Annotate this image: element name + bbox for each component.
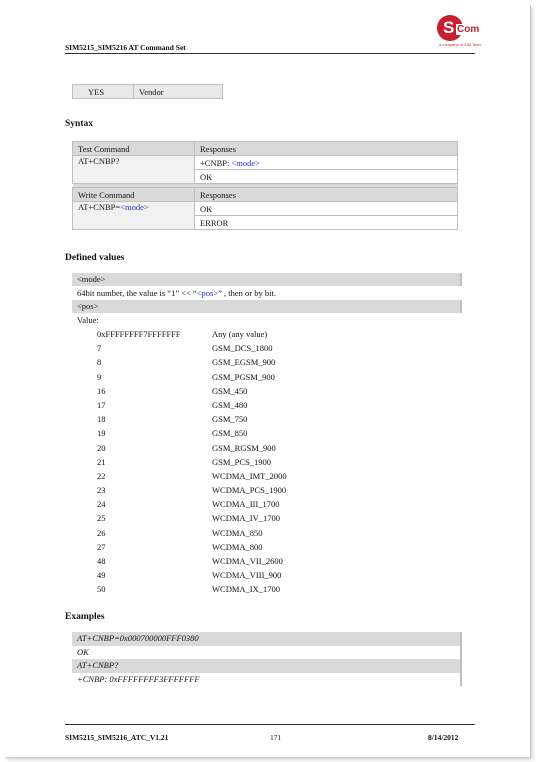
value-name: Any (any value) <box>212 329 268 339</box>
syntax-table <box>72 141 458 230</box>
mode-label: <mode> <box>72 273 462 286</box>
value-code: 24 <box>97 499 106 510</box>
value-name: WCDMA_VIII_900 <box>212 570 282 581</box>
value-row <box>72 341 462 355</box>
value-row <box>72 497 462 511</box>
value-row <box>72 582 462 596</box>
value-row <box>72 483 462 497</box>
value-row <box>72 469 462 483</box>
test-response-param: <mode> <box>231 157 260 168</box>
examples-heading: Examples <box>65 612 105 622</box>
value-row <box>72 455 462 469</box>
value-code: 27 <box>97 541 106 552</box>
value-code: 7 <box>97 343 102 354</box>
value-code: 20 <box>97 442 106 453</box>
test-response <box>195 156 458 170</box>
value-code: 17 <box>97 399 106 410</box>
value-code: 49 <box>97 570 106 581</box>
value-name: WCDMA_III_1700 <box>212 499 280 510</box>
value-code: 0xFFFFFFFF7FFFFFFF <box>97 329 181 339</box>
value-code: 16 <box>97 385 106 396</box>
write-responses-label: Responses <box>195 188 458 202</box>
logo-tagline: a company of SIM Tech <box>439 42 481 47</box>
value-name: WCDMA_IX_1700 <box>212 584 280 595</box>
page-header-title: SIM5215_SIM5216 AT Command Set <box>65 43 186 52</box>
value-row <box>72 540 462 554</box>
value-code: 50 <box>97 584 106 595</box>
pos-label: <pos> <box>72 300 462 313</box>
value-code: 21 <box>97 456 106 467</box>
write-command <box>73 202 195 230</box>
value-name: WCDMA_IV_1700 <box>212 513 280 524</box>
value-label: Value: <box>77 315 99 325</box>
write-response-error: ERROR <box>195 216 458 230</box>
write-command-prefix: AT+CNBP= <box>78 202 121 212</box>
value-name: GSM_450 <box>212 385 248 396</box>
value-row <box>72 426 462 440</box>
write-command-param: <mode> <box>120 202 149 212</box>
top-table <box>72 84 223 99</box>
top-table-cell-vendor: Vendor <box>134 85 223 99</box>
mode-desc-end: ” , then or by bit. <box>218 288 276 298</box>
value-code: 25 <box>97 513 106 524</box>
value-row <box>72 554 462 568</box>
footer-doc-name: SIM5215_SIM5216_ATC_V1.21 <box>65 733 169 742</box>
logo-name: Com <box>457 24 480 35</box>
syntax-heading: Syntax <box>65 119 93 129</box>
example-line: AT+CNBP? <box>72 659 462 673</box>
header-divider <box>65 53 475 54</box>
value-row <box>72 398 462 412</box>
value-row <box>72 568 462 582</box>
mode-desc-start: 64bit number, the value is “1” << “ <box>77 288 197 298</box>
test-response-ok: OK <box>195 170 458 184</box>
value-row <box>72 511 462 525</box>
value-code: 22 <box>97 470 106 481</box>
footer-date: 8/14/2012 <box>428 733 459 742</box>
defined-values-table <box>72 273 462 597</box>
value-row <box>72 370 462 384</box>
value-row <box>72 384 462 398</box>
value-row <box>72 526 462 540</box>
test-command-label: Test Command <box>73 142 195 156</box>
value-code: 18 <box>97 414 106 425</box>
value-name: GSM_EGSM_900 <box>212 357 276 368</box>
value-name: GSM_PCS_1900 <box>212 456 272 467</box>
value-code: 8 <box>97 357 102 368</box>
value-row <box>72 412 462 426</box>
value-name: GSM_750 <box>212 414 248 425</box>
value-row <box>72 327 462 341</box>
test-response-prefix: +CNBP: <box>200 157 232 168</box>
value-code: 9 <box>97 371 102 382</box>
mode-desc-param: <pos> <box>196 288 219 298</box>
value-code: 23 <box>97 485 106 496</box>
value-row <box>72 441 462 455</box>
value-code: 26 <box>97 527 106 538</box>
value-row <box>72 355 462 369</box>
value-name: WCDMA_850 <box>212 527 263 538</box>
value-name: WCDMA_800 <box>212 541 263 552</box>
mode-description <box>72 286 462 300</box>
simcom-logo <box>437 15 481 49</box>
value-list <box>72 327 462 597</box>
footer-page-number: 171 <box>270 733 282 742</box>
value-name: WCDMA_VII_2600 <box>212 556 283 566</box>
test-responses-label: Responses <box>195 142 458 156</box>
example-line: AT+CNBP=0x000700000FFF0380 <box>72 632 462 646</box>
example-line: +CNBP: 0xFFFFFFFF3FFFFFFF <box>72 673 462 687</box>
write-response-ok: OK <box>195 202 458 216</box>
value-code: 48 <box>97 556 106 566</box>
value-name: GSM_RGSM_900 <box>212 442 276 453</box>
examples-block <box>72 632 462 686</box>
value-name: GSM_DCS_1800 <box>212 343 273 354</box>
example-line: OK <box>72 646 462 660</box>
write-command-label: Write Command <box>73 188 195 202</box>
value-name: WCDMA_PCS_1900 <box>212 485 287 496</box>
top-table-cell-yes: YES <box>73 85 134 99</box>
footer-divider <box>65 724 475 725</box>
value-name: GSM_480 <box>212 399 248 410</box>
logo-mark: S <box>443 18 455 37</box>
value-name: WCDMA_IMT_2000 <box>212 470 287 481</box>
test-command: AT+CNBP? <box>73 156 195 184</box>
value-code: 19 <box>97 428 106 439</box>
defined-values-heading: Defined values <box>65 253 125 263</box>
value-name: GSM_PGSM_900 <box>212 371 275 382</box>
value-name: GSM_850 <box>212 428 248 439</box>
